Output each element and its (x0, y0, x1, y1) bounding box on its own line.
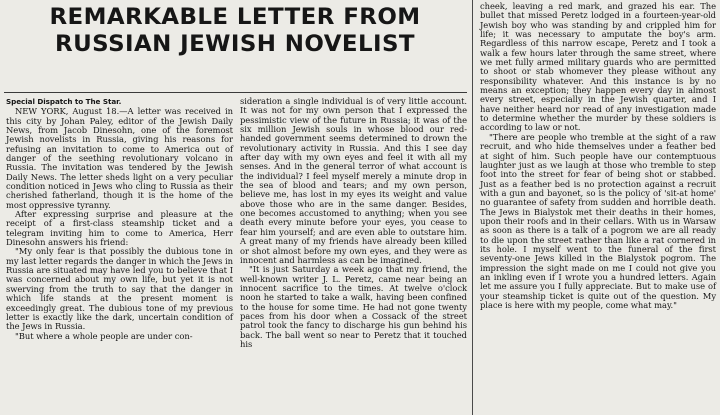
headline-rule (4, 92, 467, 93)
paragraph: "It is just Saturday a week ago that my friend, the well-known writer J. L. Peretz, came near being an innocent sacrifice to the times. At twelve o'clock noon he started to take a walk, having been confined to the house for some time. He had not gone twenty paces from his door when a Cossack of the street patrol took the fancy to discharge his gun behind his back. The ball went so near to Peretz that it touched his (240, 264, 467, 349)
paragraph: "There are people who tremble at the sight of a raw recruit, and who hide themselves under a feather bed at sight of him. Such people have our contemptuous laughter just as we laugh at those who tremble to step foot into the street for fear of being shot or stabbed. Just as a feather bed is no protection against a recruit with a gun and bayonet, so is the policy of 'sit-at home' no guarantee of safety from sudden and horrible death. The Jews in Bialystok met their deaths in their homes, upon their roofs and in their cellars. With us in Warsaw as soon as there is a talk of a pogrom we are all ready to die upon the street rather than like a rat cornered in its hole. I myself went to the funeral of the first seventy-one Jews killed in the Bialystok pogrom. The impression the sight made on me I could not give you an inkling even if I wrote you a hundred letters. Again let me assure you I fully appreciate. But to make use of your steamship ticket is quite out of the question. My place is here with my people, come what may." (480, 131, 716, 310)
article-column-1 (6, 97, 233, 341)
paragraph: "My only fear is that possibly the dubious tone in my last letter regards the danger in which the Jews in Russia are situated may have led you to believe that I was concerned about my own life, but yet it is not swerving from the truth to say that the danger in which life stands at the present moment is exceedingly great. The dubious tone of my previous letter is exactly like the dark, uncertain condition of the Jews in Russia. (6, 246, 233, 332)
article-headline (0, 4, 471, 58)
column-rule (472, 0, 473, 415)
paragraph: "But where a whole people are under con- (15, 330, 193, 341)
paragraph: After expressing surprise and pleasure at the receipt of a first-class steamship ticket and a telegram inviting him to come to America, Herr Dinesohn answers his friend: (6, 209, 233, 248)
dateline: Special Dispatch to The Star. (6, 97, 122, 106)
paragraph: NEW YORK, August 18.—A letter was received in this city by Johan Paley, editor of the Jewish Daily News, from Jacob Dinesohn, one of the foremost Jewish novelists in Russia, giving his reasons for refusing an invitation to come to America out of danger of the seething revolutionary volcano in Russia. The invitation was tendered by the Jewish Daily News. The letter sheds light on a very peculiar condition noticed in Jews who cling to Russia as their cherished fatherland, though it is the home of the most oppressive tyranny. (6, 106, 233, 210)
article-column-3 (480, 2, 716, 310)
headline-line-1: REMARKABLE LETTER FROM (49, 4, 421, 30)
headline-line-2: RUSSIAN JEWISH NOVELIST (55, 31, 415, 57)
paragraph: sideration a single individual is of very little account. It was not for my own person that I expressed the pessimistic view of the future in Russia; it was of the six million Jewish souls in whose blood our red-handed government seems determined to drown the revolutionary activity in Russia. And this I see day after day with my own eyes and feel it with all my senses. And in the general terror of what account is the individual? I feel myself merely a minute drop in the sea of blood and tears; and my own person, believe me, has lost in my eyes its weight and value above those who are in the same danger. Besides, one becomes accustomed to anything; when you see death every minute before your eyes, you cease to fear him yourself; and are even able to outstare him. A great many of my friends have already been killed or shot almost before my own eyes, and they were as innocent and harmless as can be imagined. (240, 96, 467, 265)
paragraph: cheek, leaving a red mark, and grazed his ear. The bullet that missed Peretz lodged in a fourteen-year-old Jewish boy who was standing by and crippled him for life; it was necessary to amputate the boy's arm. Regardless of this narrow escape, Peretz and I took a walk a few hours later through the same street, where we met fully armed military guards who are permitted to shoot or stab whomever they please without any responsibility whatever. And this instance is by no means an exception; they happen every day in almost every street, especially in the Jewish quarter, and I have neither heard nor read of any investigation made to determine whether the murder by these soldiers is according to law or not. (480, 1, 716, 133)
article-column-2 (240, 97, 467, 349)
